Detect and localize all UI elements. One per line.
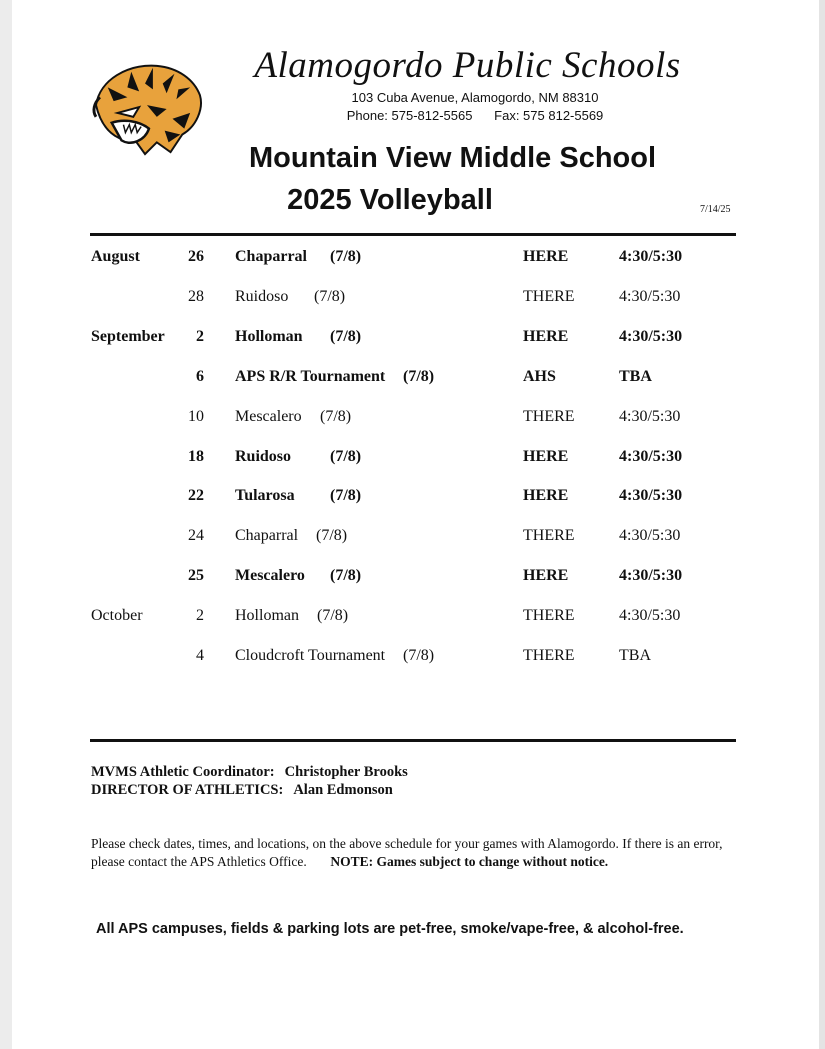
schedule-row [0,487,825,511]
campus-policy: All APS campuses, fields & parking lots are pet-free, smoke/vape-free, & alcohol-free. [96,921,684,937]
game-opponent: Cloudcroft Tournament [235,647,386,664]
game-time: 4:30/5:30 [619,248,683,265]
game-level: (7/8) [320,407,352,425]
schedule-row [0,567,825,591]
game-time: 4:30/5:30 [619,567,683,585]
game-time: 4:30/5:30 [619,607,681,625]
game-month: September [91,327,165,345]
game-location: THERE [523,647,575,664]
game-day: 10 [188,407,204,425]
schedule-row [0,527,825,551]
revision-date: 7/14/25 [700,204,731,215]
game-day: 26 [188,248,204,265]
district-name: Alamogordo Public Schools [254,45,681,86]
tiger-mascot-icon [88,58,206,160]
game-opponent: Holloman [235,327,303,345]
contacts-block [91,763,408,799]
notice-text: Please check dates, times, and locations, on the above schedule for your games with Alamogordo. If there is an error, please contact the APS Athletics Office. [91,836,723,869]
coordinator-label: MVMS Athletic Coordinator: [91,764,275,780]
game-day: 25 [188,567,204,585]
schedule-row [0,288,825,312]
game-month: October [91,607,143,625]
game-level: (7/8) [316,527,348,545]
phone-number: Phone: 575-812-5565 [346,108,473,123]
schedule-notice [91,835,741,871]
game-location: THERE [523,527,575,545]
game-opponent: Chaparral [235,248,307,265]
schedule-row [0,368,825,392]
game-location: HERE [523,248,569,265]
game-time: 4:30/5:30 [619,327,683,345]
game-location: HERE [523,327,569,345]
game-day: 6 [196,367,204,385]
game-time: 4:30/5:30 [619,487,683,505]
top-divider [90,233,736,236]
game-location: THERE [523,287,575,305]
director-label: DIRECTOR OF ATHLETICS: [91,782,284,798]
game-day: 22 [188,487,204,505]
district-contact-block [300,89,650,125]
game-opponent: Chaparral [235,527,299,545]
game-day: 28 [188,287,204,305]
game-location: HERE [523,487,569,505]
coordinator-name: Christopher Brooks [284,764,408,780]
game-time: 4:30/5:30 [619,407,681,425]
game-time: TBA [619,367,652,385]
page-edge-right [819,0,825,1049]
director-name: Alan Edmonson [293,782,393,798]
schedule-row [0,328,825,352]
game-month: August [91,248,140,265]
game-time: 4:30/5:30 [619,527,681,545]
game-location: HERE [523,567,569,585]
game-level: (7/8) [330,327,362,345]
schedule-row [0,607,825,631]
schedule-row [0,647,825,671]
game-location: THERE [523,607,575,625]
game-time: 4:30/5:30 [619,447,683,465]
game-day: 2 [196,327,204,345]
district-address: 103 Cuba Avenue, Alamogordo, NM 88310 [351,90,599,105]
schedule-row [0,448,825,472]
game-location: THERE [523,407,575,425]
game-time: TBA [619,647,651,664]
game-opponent: Ruidoso [235,287,289,305]
game-level: (7/8) [330,567,362,585]
game-opponent: Tularosa [235,487,295,505]
game-level: (7/8) [403,367,435,385]
sport-title: 2025 Volleyball [287,184,493,216]
game-level: (7/8) [314,287,346,305]
game-level: (7/8) [403,647,435,664]
schedule-row [0,248,825,272]
game-level: (7/8) [330,248,362,265]
game-day: 4 [196,647,204,664]
game-day: 2 [196,607,204,625]
coordinator-line [91,763,408,781]
game-day: 18 [188,447,204,465]
game-location: AHS [523,367,556,385]
director-line [91,781,408,799]
game-level: (7/8) [317,607,349,625]
phone-fax-line [300,107,650,125]
page-edge-left [0,0,12,1049]
notice-note: NOTE: Games subject to change without notice. [330,854,609,869]
game-opponent: Mescalero [235,407,302,425]
game-time: 4:30/5:30 [619,287,681,305]
game-opponent: APS R/R Tournament [235,367,386,385]
game-opponent: Holloman [235,607,299,625]
bottom-divider [90,739,736,742]
game-level: (7/8) [330,447,362,465]
game-level: (7/8) [330,487,362,505]
game-opponent: Ruidoso [235,447,292,465]
game-day: 24 [188,527,204,545]
school-title: Mountain View Middle School [248,142,657,174]
game-location: HERE [523,447,569,465]
fax-number: Fax: 575 812-5569 [494,108,604,123]
game-opponent: Mescalero [235,567,305,585]
schedule-row [0,408,825,432]
